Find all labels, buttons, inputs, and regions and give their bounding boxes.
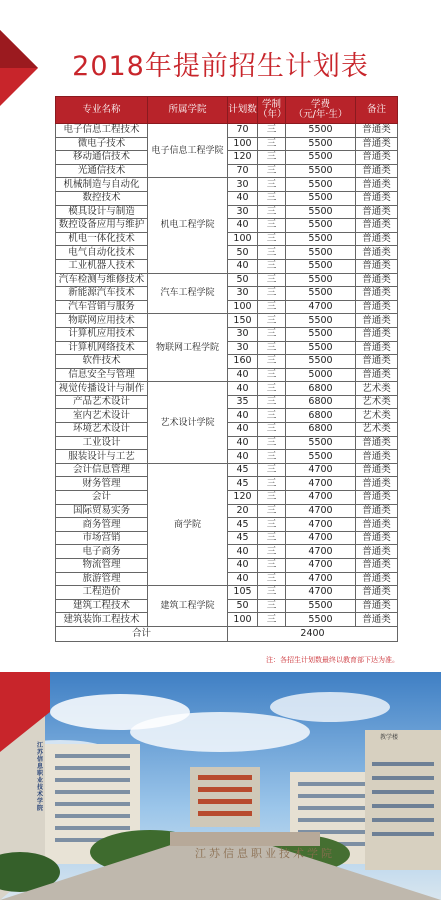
years-cell: 三: [258, 300, 286, 314]
note-cell: 普通类: [356, 246, 398, 260]
fee-cell: 6800: [286, 382, 356, 396]
plan-cell: 150: [228, 314, 258, 328]
table-row: [56, 178, 398, 192]
fee-cell: 5500: [286, 232, 356, 246]
note-cell: 艺术类: [356, 395, 398, 409]
major-cell: 计算机应用技术: [56, 327, 148, 341]
college-cell: 建筑工程学院: [148, 586, 228, 627]
enrollment-plan-table: [55, 96, 398, 642]
plan-cell: 30: [228, 327, 258, 341]
vertical-inscription: 江苏信息职业技术学院: [37, 742, 44, 812]
years-cell: 三: [258, 436, 286, 450]
table-header-row: [56, 97, 398, 124]
fee-cell: 5500: [286, 355, 356, 369]
fee-cell: 5500: [286, 137, 356, 151]
note-cell: 普通类: [356, 477, 398, 491]
fee-cell: 6800: [286, 395, 356, 409]
years-cell: 三: [258, 599, 286, 613]
note-cell: 普通类: [356, 531, 398, 545]
years-cell: 三: [258, 178, 286, 192]
note-cell: 普通类: [356, 504, 398, 518]
header-note: 备注: [356, 97, 398, 124]
fee-cell: 5500: [286, 436, 356, 450]
plan-cell: 30: [228, 341, 258, 355]
note-cell: 普通类: [356, 178, 398, 192]
years-cell: 三: [258, 382, 286, 396]
major-cell: 建筑装饰工程技术: [56, 613, 148, 627]
years-cell: 三: [258, 613, 286, 627]
note-cell: 普通类: [356, 355, 398, 369]
years-cell: 三: [258, 368, 286, 382]
plan-cell: 45: [228, 477, 258, 491]
plan-cell: 50: [228, 599, 258, 613]
note-cell: 普通类: [356, 491, 398, 505]
table-row: [56, 382, 398, 396]
note-cell: 普通类: [356, 259, 398, 273]
plan-cell: 45: [228, 518, 258, 532]
years-cell: 三: [258, 205, 286, 219]
years-cell: 三: [258, 491, 286, 505]
fee-cell: 5500: [286, 151, 356, 165]
fee-cell: 6800: [286, 409, 356, 423]
note-cell: 普通类: [356, 137, 398, 151]
major-cell: 市场营销: [56, 531, 148, 545]
note-cell: 普通类: [356, 559, 398, 573]
note-cell: 普通类: [356, 124, 398, 138]
years-cell: 三: [258, 341, 286, 355]
plan-cell: 45: [228, 531, 258, 545]
note-cell: 普通类: [356, 287, 398, 301]
note-cell: 普通类: [356, 205, 398, 219]
major-cell: 服装设计与工艺: [56, 450, 148, 464]
note-cell: 普通类: [356, 341, 398, 355]
header-years: [258, 97, 286, 124]
plan-cell: 20: [228, 504, 258, 518]
major-cell: 建筑工程技术: [56, 599, 148, 613]
years-cell: 三: [258, 504, 286, 518]
campus-photo: [0, 672, 441, 900]
note-cell: 普通类: [356, 219, 398, 233]
header-plan: 计划数: [228, 97, 258, 124]
plan-cell: 100: [228, 613, 258, 627]
note-cell: 普通类: [356, 613, 398, 627]
years-cell: 三: [258, 545, 286, 559]
fee-cell: 5500: [286, 259, 356, 273]
note-cell: 普通类: [356, 191, 398, 205]
page-title: 2018年提前招生计划表: [72, 51, 369, 82]
fee-cell: 5500: [286, 191, 356, 205]
college-cell: 商学院: [148, 463, 228, 585]
major-cell: 电子商务: [56, 545, 148, 559]
fee-cell: 5000: [286, 368, 356, 382]
major-cell: 物流管理: [56, 559, 148, 573]
major-cell: 财务管理: [56, 477, 148, 491]
plan-cell: 40: [228, 545, 258, 559]
plan-cell: 40: [228, 450, 258, 464]
note-cell: 普通类: [356, 314, 398, 328]
note-cell: 艺术类: [356, 382, 398, 396]
plan-cell: 50: [228, 273, 258, 287]
table-row: [56, 586, 398, 600]
fee-cell: 5500: [286, 341, 356, 355]
plan-cell: 100: [228, 232, 258, 246]
plan-cell: 30: [228, 178, 258, 192]
note-cell: 普通类: [356, 151, 398, 165]
years-cell: 三: [258, 450, 286, 464]
header-fee-line2: （元/年·生）: [293, 109, 348, 120]
major-cell: 数控技术: [56, 191, 148, 205]
table-row: [56, 124, 398, 138]
footnote: 注：各招生计划数最终以教育部下达为准。: [266, 656, 399, 664]
major-cell: 物联网应用技术: [56, 314, 148, 328]
fee-cell: 5500: [286, 327, 356, 341]
note-cell: 普通类: [356, 436, 398, 450]
fee-cell: 5500: [286, 450, 356, 464]
years-cell: 三: [258, 137, 286, 151]
plan-cell: 45: [228, 463, 258, 477]
header-college: 所属学院: [148, 97, 228, 124]
note-cell: 普通类: [356, 599, 398, 613]
table-row: [56, 463, 398, 477]
note-cell: 普通类: [356, 518, 398, 532]
major-cell: 光通信技术: [56, 164, 148, 178]
header-major: 专业名称: [56, 97, 148, 124]
fee-cell: 4700: [286, 300, 356, 314]
fee-cell: 5500: [286, 205, 356, 219]
major-cell: 电气自动化技术: [56, 246, 148, 260]
years-cell: 三: [258, 409, 286, 423]
plan-cell: 40: [228, 423, 258, 437]
years-cell: 三: [258, 395, 286, 409]
fee-cell: 5500: [286, 219, 356, 233]
plan-cell: 30: [228, 287, 258, 301]
years-cell: 三: [258, 477, 286, 491]
major-cell: 电子信息工程技术: [56, 124, 148, 138]
major-cell: 汽车检测与维修技术: [56, 273, 148, 287]
major-cell: 国际贸易实务: [56, 504, 148, 518]
years-cell: 三: [258, 463, 286, 477]
plan-cell: 40: [228, 436, 258, 450]
note-cell: 普通类: [356, 368, 398, 382]
major-cell: 计算机网络技术: [56, 341, 148, 355]
major-cell: 汽车营销与服务: [56, 300, 148, 314]
total-value: 2400: [228, 626, 398, 641]
major-cell: 工程造价: [56, 586, 148, 600]
years-cell: 三: [258, 572, 286, 586]
total-label: 合计: [56, 626, 228, 641]
plan-cell: 160: [228, 355, 258, 369]
note-cell: 普通类: [356, 327, 398, 341]
table-row: [56, 314, 398, 328]
major-cell: 室内艺术设计: [56, 409, 148, 423]
plan-cell: 40: [228, 559, 258, 573]
college-cell: 机电工程学院: [148, 178, 228, 273]
fee-cell: 5500: [286, 178, 356, 192]
fee-cell: 5500: [286, 124, 356, 138]
plan-cell: 35: [228, 395, 258, 409]
note-cell: 普通类: [356, 300, 398, 314]
note-cell: 普通类: [356, 463, 398, 477]
major-cell: 软件技术: [56, 355, 148, 369]
note-cell: 艺术类: [356, 409, 398, 423]
major-cell: 机电一体化技术: [56, 232, 148, 246]
fee-cell: 5500: [286, 164, 356, 178]
plan-cell: 70: [228, 164, 258, 178]
plan-cell: 40: [228, 409, 258, 423]
years-cell: 三: [258, 287, 286, 301]
fee-cell: 4700: [286, 559, 356, 573]
plan-cell: 40: [228, 368, 258, 382]
plan-cell: 40: [228, 259, 258, 273]
years-cell: 三: [258, 164, 286, 178]
major-cell: 产品艺术设计: [56, 395, 148, 409]
fee-cell: 4700: [286, 504, 356, 518]
fee-cell: 4700: [286, 477, 356, 491]
fee-cell: 5500: [286, 314, 356, 328]
note-cell: 艺术类: [356, 423, 398, 437]
plan-cell: 70: [228, 124, 258, 138]
fee-cell: 4700: [286, 545, 356, 559]
header-fee: [286, 97, 356, 124]
major-cell: 工业设计: [56, 436, 148, 450]
plan-cell: 40: [228, 572, 258, 586]
years-cell: 三: [258, 246, 286, 260]
major-cell: 机械制造与自动化: [56, 178, 148, 192]
major-cell: 视觉传播设计与制作: [56, 382, 148, 396]
building-sign: 教学楼: [380, 734, 399, 741]
years-cell: 三: [258, 586, 286, 600]
plan-cell: 100: [228, 137, 258, 151]
years-cell: 三: [258, 191, 286, 205]
years-cell: 三: [258, 219, 286, 233]
note-cell: 普通类: [356, 273, 398, 287]
total-row: [56, 626, 398, 641]
plan-cell: 105: [228, 586, 258, 600]
fee-cell: 5500: [286, 287, 356, 301]
major-cell: 信息安全与管理: [56, 368, 148, 382]
years-cell: 三: [258, 273, 286, 287]
fee-cell: 4700: [286, 518, 356, 532]
major-cell: 商务管理: [56, 518, 148, 532]
major-cell: 数控设备应用与维护: [56, 219, 148, 233]
fee-cell: 5500: [286, 273, 356, 287]
years-cell: 三: [258, 151, 286, 165]
note-cell: 普通类: [356, 545, 398, 559]
years-cell: 三: [258, 518, 286, 532]
college-cell: 汽车工程学院: [148, 273, 228, 314]
plan-cell: 120: [228, 151, 258, 165]
header-years-line1: 学制: [261, 99, 281, 110]
major-cell: 工业机器人技术: [56, 259, 148, 273]
years-cell: 三: [258, 124, 286, 138]
plan-cell: 100: [228, 300, 258, 314]
years-cell: 三: [258, 259, 286, 273]
plan-cell: 30: [228, 205, 258, 219]
header-fee-line1: 学费: [310, 99, 330, 110]
fee-cell: 4700: [286, 531, 356, 545]
note-cell: 普通类: [356, 572, 398, 586]
college-cell: 物联网工程学院: [148, 314, 228, 382]
major-cell: 环境艺术设计: [56, 423, 148, 437]
note-cell: 普通类: [356, 164, 398, 178]
fee-cell: 5500: [286, 613, 356, 627]
plan-cell: 40: [228, 382, 258, 396]
years-cell: 三: [258, 232, 286, 246]
major-cell: 旅游管理: [56, 572, 148, 586]
table-row: [56, 273, 398, 287]
campus-inscription: 江苏信息职业技术学院: [195, 847, 335, 860]
major-cell: 微电子技术: [56, 137, 148, 151]
plan-cell: 40: [228, 219, 258, 233]
fee-cell: 4700: [286, 463, 356, 477]
fee-cell: 5500: [286, 246, 356, 260]
note-cell: 普通类: [356, 586, 398, 600]
years-cell: 三: [258, 531, 286, 545]
major-cell: 模具设计与制造: [56, 205, 148, 219]
major-cell: 会计信息管理: [56, 463, 148, 477]
major-cell: 会计: [56, 491, 148, 505]
fee-cell: 4700: [286, 572, 356, 586]
years-cell: 三: [258, 355, 286, 369]
years-cell: 三: [258, 327, 286, 341]
fee-cell: 4700: [286, 491, 356, 505]
plan-cell: 50: [228, 246, 258, 260]
fee-cell: 5500: [286, 599, 356, 613]
plan-cell: 120: [228, 491, 258, 505]
fee-cell: 6800: [286, 423, 356, 437]
years-cell: 三: [258, 314, 286, 328]
header-years-line2: （年）: [258, 109, 287, 120]
college-cell: 艺术设计学院: [148, 382, 228, 464]
note-cell: 普通类: [356, 450, 398, 464]
college-cell: 电子信息工程学院: [148, 124, 228, 178]
fee-cell: 4700: [286, 586, 356, 600]
major-cell: 移动通信技术: [56, 151, 148, 165]
years-cell: 三: [258, 559, 286, 573]
plan-cell: 40: [228, 191, 258, 205]
years-cell: 三: [258, 423, 286, 437]
major-cell: 新能源汽车技术: [56, 287, 148, 301]
note-cell: 普通类: [356, 232, 398, 246]
